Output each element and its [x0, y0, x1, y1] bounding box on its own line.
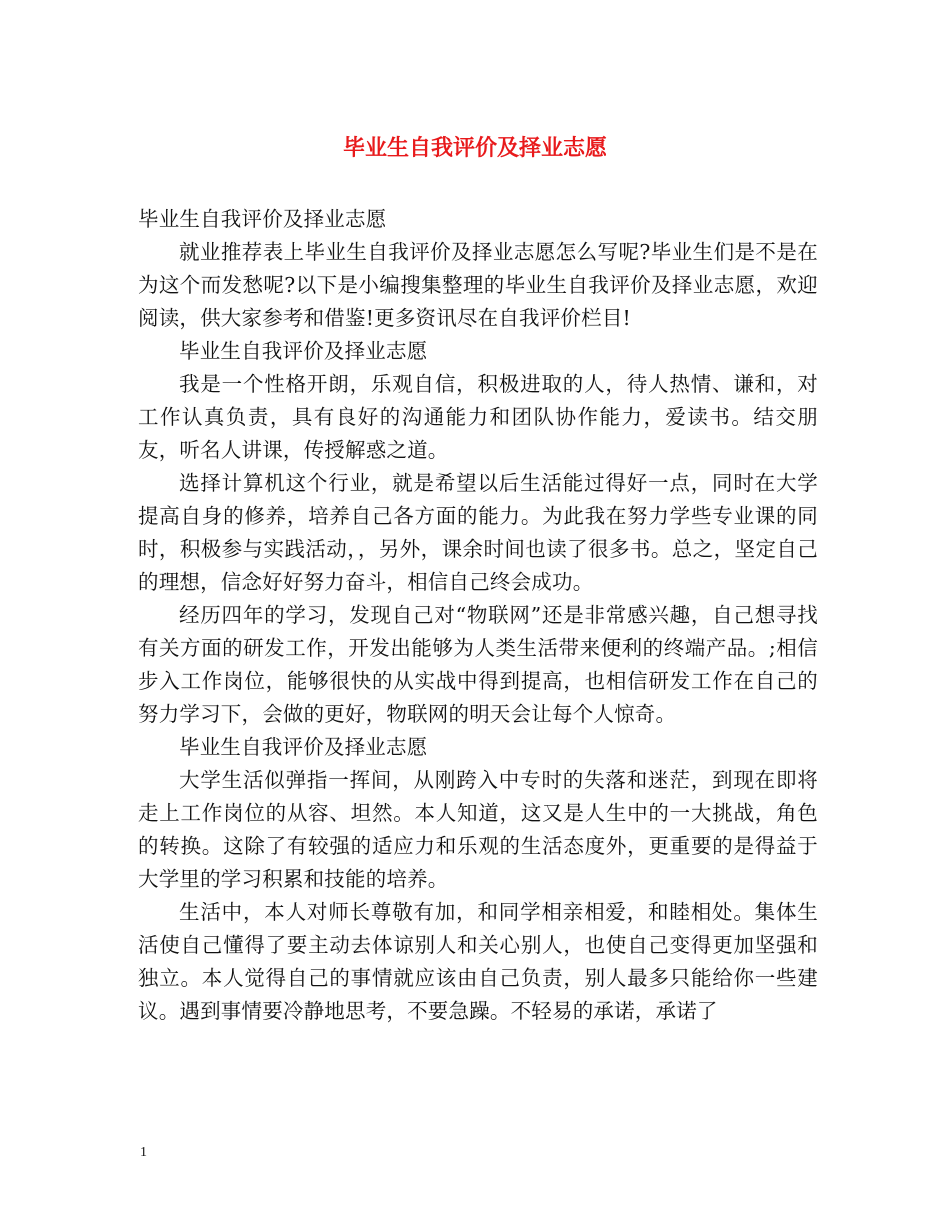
paragraph: 就业推荐表上毕业生自我评价及择业志愿怎么写呢?毕业生们是不是在为这个而发愁呢?以下是小编搜集整理的毕业生自我评价及择业志愿，欢迎阅读，供大家参考和借鉴!更多资讯尽在自我评价栏目!	[138, 240, 818, 330]
paragraph: 毕业生自我评价及择业志愿	[138, 207, 387, 231]
paragraph: 选择计算机这个行业，就是希望以后生活能过得好一点，同时在大学提高自身的修养，培养自己各方面的能力。为此我在努力学些专业课的同时，积极参与实践活动，，另外，课余时间也读了很多书。总之，坚定自己的理想，信念好好努力奋斗，相信自己终会成功。	[138, 471, 818, 594]
section-heading: 毕业生自我评价及择业志愿	[179, 339, 428, 363]
paragraph: 大学生活似弹指一挥间，从刚跨入中专时的失落和迷茫，到现在即将走上工作岗位的从容、坦然。本人知道，这又是人生中的一大挑战，角色的转换。这除了有较强的适应力和乐观的生活态度外，更重要的是得益于大学里的学习积累和技能的培养。	[138, 768, 818, 891]
page-number: 1	[140, 1145, 147, 1160]
paragraph: 我是一个性格开朗，乐观自信，积极进取的人，待人热情、谦和，对工作认真负责，具有良好的沟通能力和团队协作能力，爱读书。结交朋友，听名人讲课，传授解惑之道。	[138, 372, 818, 462]
section-heading: 毕业生自我评价及择业志愿	[179, 735, 428, 759]
paragraph: 经历四年的学习，发现自己对“物联网”还是非常感兴趣，自己想寻找有关方面的研发工作，开发出能够为人类生活带来便利的终端产品。;相信步入工作岗位，能够很快的从实战中得到提高，也相信研发工作在自己的努力学习下，会做的更好，物联网的明天会让每个人惊奇。	[138, 603, 818, 726]
document-title: 毕业生自我评价及择业志愿	[342, 135, 607, 161]
paragraph: 生活中，本人对师长尊敬有加，和同学相亲相爱，和睦相处。集体生活使自己懂得了要主动去体谅别人和关心别人，也使自己变得更加坚强和独立。本人觉得自己的事情就应该由自己负责，别人最多只能给你一些建议。遇到事情要冷静地思考，不要急躁。不轻易的承诺，承诺了	[138, 900, 818, 1023]
document-body	[138, 203, 818, 1028]
